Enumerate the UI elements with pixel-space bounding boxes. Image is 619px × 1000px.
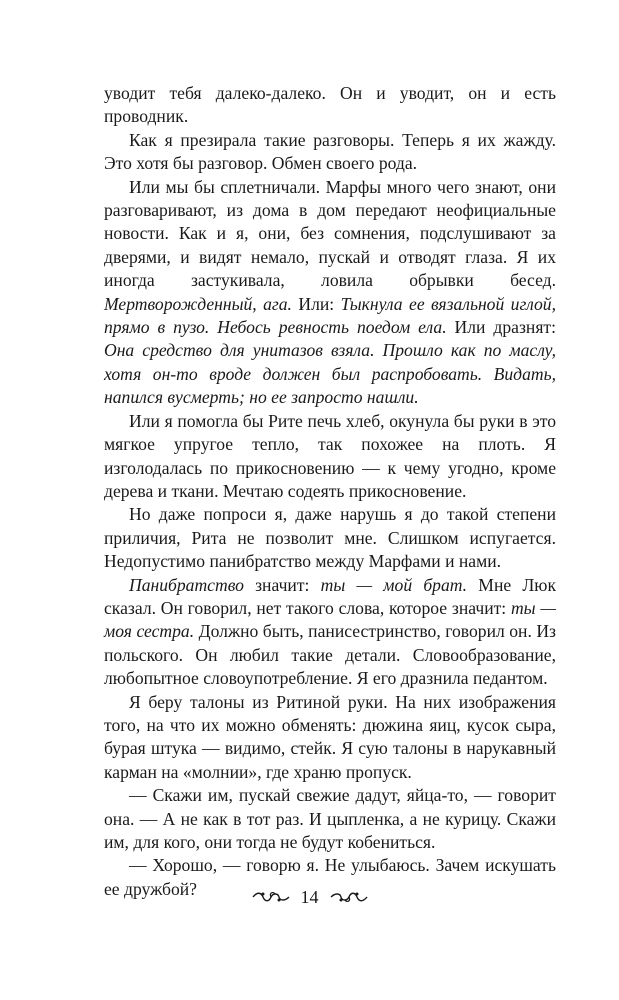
book-page-text: [104, 82, 556, 901]
page-footer: [0, 884, 619, 910]
paragraph: [104, 691, 556, 785]
italic-text-span: Она средство для унитазов взяла. Прошло как по маслу, хотя он-то вроде должен был распробовать. Видать, напился вусмерть; но ее запросто нашли.: [104, 340, 556, 408]
text-span: уводит тебя далеко-далеко. Он и уводит, он и есть проводник.: [104, 83, 556, 127]
paragraph: [104, 410, 556, 504]
text-span: значит:: [243, 574, 321, 595]
text-span: — Скажи им, пускай свежие дадут, яйца-то, — говорит она. — А не как в тот раз. И цыпленка, а не курицу. Скажи им, для кого, они тогда не будут кобениться.: [104, 785, 556, 852]
italic-text-span: ты — мой брат.: [320, 574, 468, 595]
italic-text-span: Тыкнула ее вязальной иглой, прямо в пузо. Небось ревность поедом ела.: [104, 293, 556, 338]
paragraph: [104, 176, 556, 410]
ornament-left-icon: [251, 890, 291, 904]
text-span: Или дразнят:: [446, 317, 556, 338]
text-span: Или я помогла бы Рите печь хлеб, окунула бы руки в это мягкое упругое тепло, так похожее на плоть. Я изголодалась по прикосновению — к чему угодно, кроме дерева и ткани. Мечтаю содеять прикосновение.: [104, 410, 556, 501]
paragraph: [104, 574, 556, 691]
ornament-right-icon: [329, 890, 369, 904]
text-span: Как я презирала такие разговоры. Теперь я их жажду. Это хотя бы разговор. Обмен своего рода.: [104, 129, 556, 174]
text-span: Должно быть, панисестринство, говорил он. Из польского. Он любил такие детали. Словообразование, любопытное словоупотребление. Я его дразнила педантом.: [104, 621, 556, 689]
paragraph: [104, 503, 556, 573]
text-span: Но даже попроси я, даже нарушь я до такой степени приличия, Рита не позволит мне. Слишком испугается. Недопустимо панибратство между Марфами и нами.: [104, 504, 556, 572]
text-span: Или мы бы сплетничали. Марфы много чего знают, они разговаривают, из дома в дом передают неофициальные новости. Как и я, они, без сомнения, подслушивают за дверями, и видят немало, пускай и отводят глаза. Я их иногда застукивала, ловила обрывки бесед.: [104, 176, 556, 291]
italic-text-span: ты — моя сестра.: [104, 597, 557, 642]
italic-text-span: Мертворожденный, ага.: [104, 293, 292, 314]
paragraph: [104, 82, 556, 129]
page-number: 14: [300, 886, 319, 907]
text-span: — Хорошо, — говорю я. Не улыбаюсь. Зачем искушать ее дружбой?: [104, 855, 556, 899]
italic-text-span: Панибратство: [129, 574, 244, 595]
paragraph: [104, 129, 556, 176]
paragraph: [104, 784, 556, 854]
text-span: Мне Люк сказал. Он говорил, нет такого слова, которое значит:: [104, 574, 556, 618]
text-span: Я беру талоны из Ритиной руки. На них изображения того, на что их можно обменять: дюжина яиц, кусок сыра, бурая штука — видимо, стейк. Я сую талоны в нарукавный карман на «молнии», где храню пропуск.: [104, 691, 556, 782]
text-span: Или:: [291, 293, 341, 314]
